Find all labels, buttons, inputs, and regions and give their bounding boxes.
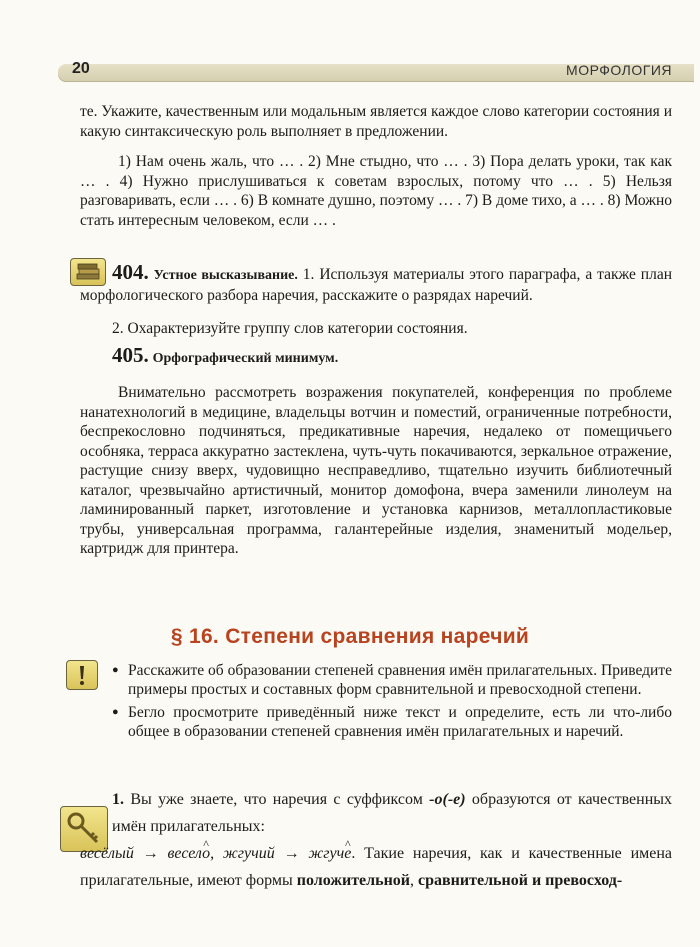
punctuation: , (210, 845, 215, 862)
term: положительной (296, 872, 411, 889)
list-item: ● Расскажите об образовании степеней сравнения имён прилагательных. Приведите примеры простых и составных форм сравнительной и превосходной степени. (112, 661, 672, 699)
rule-text: образуются от качественных имён прилагательных: (112, 791, 673, 835)
rule-paragraph (112, 786, 672, 840)
exercise-text: 1. Используя материалы этого параграфа, а также план морфологического разбора наречия, расскажите о разрядах наречий. (80, 266, 672, 304)
rule-text: . Такие наречия, как и качественные имена прилагательные, имеют формы (80, 845, 673, 889)
exclamation-icon (66, 660, 98, 690)
word-part: весел (167, 845, 203, 862)
list-item: ● Бегло просмотрите приведённый ниже текст и определите, есть ли что-либо общее в образовании степеней сравнения имён прилагательных и наречий. (112, 703, 672, 741)
exercise-404-item-2: 2. Охарактеризуйте группу слов категории состояния. (112, 320, 468, 337)
rule-paragraph-continued: весёлый → весело ^, жгучий → жгуче ^. Такие наречия, как и качественные имена прилагательные, имеют формы положительной, сравнительной и превосход- (80, 840, 672, 894)
arrow: → (283, 845, 300, 862)
arrow: → (142, 845, 159, 862)
exercise-number: 404. (112, 260, 149, 284)
section-title: § 16. Степени сравнения наречий (170, 625, 530, 648)
example-word: весёлый (80, 845, 134, 862)
stressed-letter: о ^ (202, 845, 210, 862)
page-number: 20 (72, 60, 90, 77)
page-header (58, 58, 694, 86)
exercise-title: Устное высказывание. (153, 268, 298, 283)
example-word (167, 845, 210, 862)
term: превосход- (545, 872, 623, 889)
term: сравнительной (418, 872, 528, 889)
bullet-list (112, 661, 672, 745)
exercise-404 (80, 260, 672, 305)
section-name: МОРФОЛОГИЯ (566, 62, 672, 78)
example-word: жгучий (222, 845, 275, 862)
conjunction: и (531, 872, 542, 889)
paragraph-task-continuation: те. Укажите, качественным или модальным является каждое слово категории состояния и какую синтаксическую роль выполняет в предложении. (80, 103, 672, 140)
stressed-letter: е ^ (344, 845, 351, 862)
rule-text: Вы уже знаете, что наречия с суффиксом (130, 791, 423, 808)
exercise-number: 405. (112, 343, 149, 367)
exercise-title: Орфографический минимум. (152, 351, 339, 366)
word-part: жгуч (308, 845, 345, 862)
paragraph-sentences: 1) Нам очень жаль, что … . 2) Мне стыдно, что … . 3) Пора делать уроки, так как … . 4) Нужно прислушиваться к советам взрослых, потому что … . 5) Нельзя разговаривать, если … . 6) В комнате душно, поэтому … . 7) В доме тихо, а … . 8) Можно стать интересным человеком, если … . (80, 153, 672, 229)
suffix: -о(-е) (429, 791, 466, 808)
exercise-405-text: Внимательно рассмотреть возражения покупателей, конференция по проблеме нанатехнологий в медицине, владельцы вотчин и поместий, ограниченные потребности, беспрекословно подчиняться, предикативные наречия, недалеко от помещичьего особняка, терраса аккуратно застеклена, чуть-чуть покачиваются, зеркальное отражение, растущие снизу вверх, чудовищно несправедливо, тщательно изучить библиотечный каталог, чрезвычайно артистичный, монитор домофона, вчера заменили линолеум на ламинированный паркет, изготовление и установка карнизов, металлопластиковые трубы, универсальная программа, галантерейные изделия, знаменитый модельер, картридж для принтера. (80, 384, 672, 557)
rule-number: 1. (112, 791, 124, 808)
exercise-405-heading (112, 343, 672, 369)
example-word (308, 845, 351, 862)
